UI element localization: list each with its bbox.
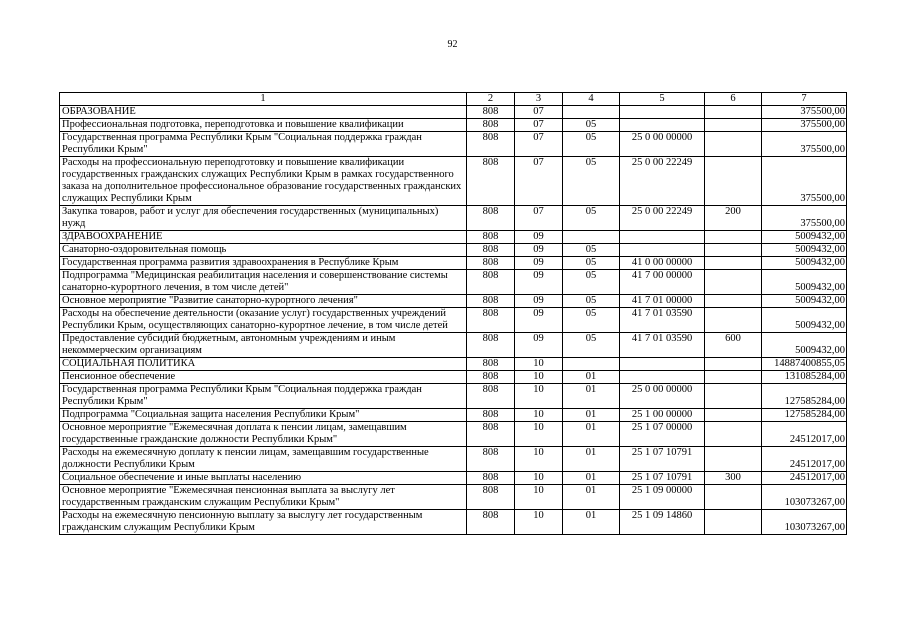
admin-code-cell: 808 <box>467 270 515 295</box>
section-cell: 07 <box>515 132 563 157</box>
expense-type-cell <box>705 157 762 206</box>
row-name-cell: Закупка товаров, работ и услуг для обеспечения государственных (муниципальных) нужд <box>60 206 467 231</box>
table-row <box>60 132 847 157</box>
expense-type-cell <box>705 510 762 535</box>
target-article-cell <box>620 371 705 384</box>
section-cell: 10 <box>515 371 563 384</box>
table-row <box>60 358 847 371</box>
subsection-cell: 05 <box>563 295 620 308</box>
row-name-cell: Подпрограмма "Социальная защита населения Республики Крым" <box>60 409 467 422</box>
expense-type-cell <box>705 308 762 333</box>
expense-type-cell <box>705 447 762 472</box>
expense-type-cell: 200 <box>705 206 762 231</box>
table-row <box>60 510 847 535</box>
admin-code-cell: 808 <box>467 119 515 132</box>
page-number: 92 <box>447 39 458 50</box>
amount-cell: 5009432,00 <box>762 308 847 333</box>
amount-cell: 14887400855,05 <box>762 358 847 371</box>
subsection-cell <box>563 231 620 244</box>
amount-cell: 375500,00 <box>762 119 847 132</box>
table-row <box>60 333 847 358</box>
amount-cell: 103073267,00 <box>762 510 847 535</box>
table-row <box>60 244 847 257</box>
target-article-cell: 25 1 00 00000 <box>620 409 705 422</box>
table-row <box>60 257 847 270</box>
column-header: 2 <box>467 93 515 106</box>
amount-cell: 24512017,00 <box>762 472 847 485</box>
section-cell: 07 <box>515 157 563 206</box>
row-name-cell: Расходы на ежемесячную доплату к пенсии лицам, замещавшим государственные должности Республики Крым <box>60 447 467 472</box>
section-cell: 10 <box>515 447 563 472</box>
subsection-cell: 01 <box>563 447 620 472</box>
subsection-cell: 05 <box>563 333 620 358</box>
subsection-cell: 01 <box>563 409 620 422</box>
subsection-cell: 05 <box>563 270 620 295</box>
row-name-cell: Санаторно-оздоровительная помощь <box>60 244 467 257</box>
admin-code-cell: 808 <box>467 422 515 447</box>
amount-cell: 131085284,00 <box>762 371 847 384</box>
target-article-cell: 41 7 01 03590 <box>620 308 705 333</box>
target-article-cell: 41 7 01 03590 <box>620 333 705 358</box>
amount-cell: 127585284,00 <box>762 409 847 422</box>
row-name-cell: Расходы на ежемесячную пенсионную выплату за выслугу лет государственным гражданским служащим Республики Крым <box>60 510 467 535</box>
admin-code-cell: 808 <box>467 308 515 333</box>
admin-code-cell: 808 <box>467 295 515 308</box>
amount-cell: 5009432,00 <box>762 295 847 308</box>
row-name-cell: Социальное обеспечение и иные выплаты населению <box>60 472 467 485</box>
expense-type-cell <box>705 371 762 384</box>
amount-cell: 375500,00 <box>762 106 847 119</box>
section-cell: 10 <box>515 510 563 535</box>
admin-code-cell: 808 <box>467 371 515 384</box>
expense-type-cell <box>705 422 762 447</box>
row-name-cell: Государственная программа развития здравоохранения в Республике Крым <box>60 257 467 270</box>
admin-code-cell: 808 <box>467 206 515 231</box>
target-article-cell <box>620 244 705 257</box>
expense-type-cell <box>705 132 762 157</box>
section-cell: 10 <box>515 422 563 447</box>
subsection-cell: 01 <box>563 485 620 510</box>
amount-cell: 375500,00 <box>762 132 847 157</box>
amount-cell: 5009432,00 <box>762 333 847 358</box>
admin-code-cell: 808 <box>467 485 515 510</box>
budget-table <box>59 92 847 535</box>
row-name-cell: Государственная программа Республики Крым "Социальная поддержка граждан Республики Крым" <box>60 132 467 157</box>
table-row <box>60 157 847 206</box>
column-header: 1 <box>60 93 467 106</box>
subsection-cell: 01 <box>563 510 620 535</box>
admin-code-cell: 808 <box>467 106 515 119</box>
target-article-cell <box>620 106 705 119</box>
target-article-cell: 25 1 07 00000 <box>620 422 705 447</box>
target-article-cell: 41 0 00 00000 <box>620 257 705 270</box>
table-row <box>60 384 847 409</box>
target-article-cell: 41 7 01 00000 <box>620 295 705 308</box>
table-row <box>60 472 847 485</box>
section-cell: 09 <box>515 244 563 257</box>
row-name-cell: ОБРАЗОВАНИЕ <box>60 106 467 119</box>
subsection-cell: 05 <box>563 157 620 206</box>
section-cell: 07 <box>515 206 563 231</box>
expense-type-cell <box>705 257 762 270</box>
amount-cell: 24512017,00 <box>762 422 847 447</box>
table-row <box>60 206 847 231</box>
target-article-cell: 25 0 00 22249 <box>620 206 705 231</box>
row-name-cell: Основное мероприятие "Ежемесячная пенсионная выплата за выслугу лет государственным гражданским служащим Республики Крым" <box>60 485 467 510</box>
subsection-cell: 01 <box>563 422 620 447</box>
row-name-cell: Расходы на обеспечение деятельности (оказание услуг) государственных учреждений Республики Крым, осуществляющих санаторно-курортное лечение, в том числе детей <box>60 308 467 333</box>
section-cell: 10 <box>515 358 563 371</box>
subsection-cell: 05 <box>563 119 620 132</box>
subsection-cell: 05 <box>563 206 620 231</box>
expense-type-cell <box>705 106 762 119</box>
subsection-cell <box>563 106 620 119</box>
amount-cell: 5009432,00 <box>762 270 847 295</box>
subsection-cell: 05 <box>563 257 620 270</box>
table-row <box>60 231 847 244</box>
admin-code-cell: 808 <box>467 409 515 422</box>
table-row <box>60 119 847 132</box>
row-name-cell: Расходы на профессиональную переподготовку и повышение квалификации государственных гражданских служащих Республики Крым в рамках государственного заказа на дополнительное профессиональное образование государственных гражданских служащих Республики Крым <box>60 157 467 206</box>
amount-cell: 127585284,00 <box>762 384 847 409</box>
admin-code-cell: 808 <box>467 157 515 206</box>
section-cell: 10 <box>515 384 563 409</box>
table-row <box>60 422 847 447</box>
section-cell: 09 <box>515 231 563 244</box>
target-article-cell <box>620 119 705 132</box>
subsection-cell: 01 <box>563 384 620 409</box>
section-cell: 10 <box>515 472 563 485</box>
table-body <box>60 93 847 535</box>
row-name-cell: Основное мероприятие "Развитие санаторно-курортного лечения" <box>60 295 467 308</box>
row-name-cell: ЗДРАВООХРАНЕНИЕ <box>60 231 467 244</box>
admin-code-cell: 808 <box>467 333 515 358</box>
table-row <box>60 295 847 308</box>
admin-code-cell: 808 <box>467 384 515 409</box>
expense-type-cell <box>705 358 762 371</box>
admin-code-cell: 808 <box>467 257 515 270</box>
admin-code-cell: 808 <box>467 132 515 157</box>
table-row <box>60 447 847 472</box>
target-article-cell: 25 0 00 00000 <box>620 132 705 157</box>
section-cell: 10 <box>515 409 563 422</box>
expense-type-cell <box>705 119 762 132</box>
target-article-cell: 25 1 09 14860 <box>620 510 705 535</box>
admin-code-cell: 808 <box>467 510 515 535</box>
table-header-row <box>60 93 847 106</box>
admin-code-cell: 808 <box>467 472 515 485</box>
table-row <box>60 308 847 333</box>
expense-type-cell <box>705 485 762 510</box>
amount-cell: 375500,00 <box>762 157 847 206</box>
column-header: 5 <box>620 93 705 106</box>
subsection-cell: 05 <box>563 244 620 257</box>
row-name-cell: Государственная программа Республики Крым "Социальная поддержка граждан Республики Крым" <box>60 384 467 409</box>
table-row <box>60 371 847 384</box>
target-article-cell: 25 0 00 00000 <box>620 384 705 409</box>
subsection-cell: 01 <box>563 371 620 384</box>
section-cell: 09 <box>515 257 563 270</box>
target-article-cell: 25 1 07 10791 <box>620 472 705 485</box>
admin-code-cell: 808 <box>467 231 515 244</box>
expense-type-cell <box>705 270 762 295</box>
column-header: 7 <box>762 93 847 106</box>
row-name-cell: Основное мероприятие "Ежемесячная доплата к пенсии лицам, замещавшим государственные гражданские должности Республики Крым" <box>60 422 467 447</box>
admin-code-cell: 808 <box>467 244 515 257</box>
amount-cell: 375500,00 <box>762 206 847 231</box>
amount-cell: 5009432,00 <box>762 244 847 257</box>
column-header: 6 <box>705 93 762 106</box>
expense-type-cell <box>705 231 762 244</box>
row-name-cell: Пенсионное обеспечение <box>60 371 467 384</box>
amount-cell: 24512017,00 <box>762 447 847 472</box>
column-header: 3 <box>515 93 563 106</box>
target-article-cell: 41 7 00 00000 <box>620 270 705 295</box>
section-cell: 09 <box>515 270 563 295</box>
section-cell: 09 <box>515 333 563 358</box>
section-cell: 07 <box>515 106 563 119</box>
target-article-cell <box>620 358 705 371</box>
subsection-cell: 05 <box>563 132 620 157</box>
table-row <box>60 409 847 422</box>
row-name-cell: Профессиональная подготовка, переподготовка и повышение квалификации <box>60 119 467 132</box>
amount-cell: 5009432,00 <box>762 231 847 244</box>
table-row <box>60 270 847 295</box>
expense-type-cell <box>705 409 762 422</box>
section-cell: 09 <box>515 295 563 308</box>
target-article-cell <box>620 231 705 244</box>
target-article-cell: 25 1 09 00000 <box>620 485 705 510</box>
expense-type-cell: 300 <box>705 472 762 485</box>
subsection-cell <box>563 358 620 371</box>
expense-type-cell <box>705 295 762 308</box>
target-article-cell: 25 0 00 22249 <box>620 157 705 206</box>
column-header: 4 <box>563 93 620 106</box>
expense-type-cell <box>705 384 762 409</box>
admin-code-cell: 808 <box>467 447 515 472</box>
section-cell: 10 <box>515 485 563 510</box>
subsection-cell: 05 <box>563 308 620 333</box>
row-name-cell: СОЦИАЛЬНАЯ ПОЛИТИКА <box>60 358 467 371</box>
section-cell: 07 <box>515 119 563 132</box>
amount-cell: 103073267,00 <box>762 485 847 510</box>
row-name-cell: Подпрограмма "Медицинская реабилитация населения и совершенствование системы санаторно-курортного лечения, в том числе детей" <box>60 270 467 295</box>
expense-type-cell <box>705 244 762 257</box>
section-cell: 09 <box>515 308 563 333</box>
subsection-cell: 01 <box>563 472 620 485</box>
amount-cell: 5009432,00 <box>762 257 847 270</box>
table-row <box>60 106 847 119</box>
expense-type-cell: 600 <box>705 333 762 358</box>
admin-code-cell: 808 <box>467 358 515 371</box>
row-name-cell: Предоставление субсидий бюджетным, автономным учреждениям и иным некоммерческим организациям <box>60 333 467 358</box>
target-article-cell: 25 1 07 10791 <box>620 447 705 472</box>
table-row <box>60 485 847 510</box>
